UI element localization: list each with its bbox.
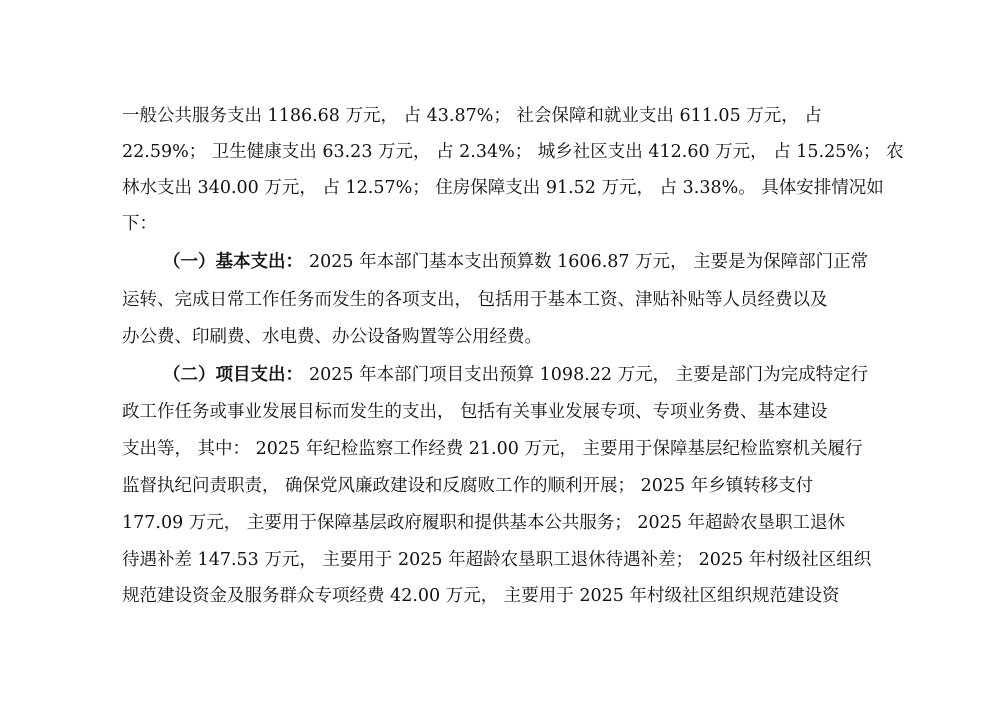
- line-text: 2025 年本部门基本支出预算数 1606.87 万元， 主要是为保障部门正常: [309, 251, 869, 272]
- paragraph-line: [122, 395, 880, 425]
- paragraph-line: [122, 543, 880, 573]
- line-text: 22.59%； 卫生健康支出 63.23 万元， 占 2.34%； 城乡社区支出 412.60 万元， 占 15.25%； 农: [122, 141, 904, 162]
- paragraph-line: [122, 135, 904, 165]
- line-text: 政工作任务或事业发展目标而发生的支出， 包括有关事业发展专项、专项业务费、基本建设: [122, 401, 828, 422]
- line-text: 支出等， 其中： 2025 年纪检监察工作经费 21.00 万元， 主要用于保障基层纪检监察机关履行: [122, 438, 863, 459]
- section-heading-basic: （一）基本支出：: [163, 251, 303, 272]
- paragraph-line: [122, 171, 884, 201]
- paragraph-line: [122, 320, 880, 350]
- line-text: 办公费、印刷费、水电费、办公设备购置等公用经费。: [122, 326, 542, 347]
- line-text: 一般公共服务支出 1186.68 万元， 占 43.87%； 社会保障和就业支出 611.05 万元， 占: [122, 105, 822, 126]
- line-text: 林水支出 340.00 万元， 占 12.57%； 住房保障支出 91.52 万元， 占 3.38%。 具体安排情况如: [122, 177, 884, 198]
- line-text: 待遇补差 147.53 万元， 主要用于 2025 年超龄农垦职工退休待遇补差； 2025 年村级社区组织: [122, 549, 872, 570]
- project-expenditure-line: [163, 358, 880, 388]
- paragraph-line: [122, 579, 880, 609]
- line-text: 监督执纪问责职责， 确保党风廉政建设和反腐败工作的顺利开展； 2025 年乡镇转移支付: [122, 475, 814, 496]
- line-text: 177.09 万元， 主要用于保障基层政府履职和提供基本公共服务； 2025 年超龄农垦职工退休: [122, 512, 846, 533]
- paragraph-line: [122, 99, 880, 129]
- basic-expenditure-line: [163, 245, 880, 275]
- line-text: 2025 年本部门项目支出预算 1098.22 万元， 主要是部门为完成特定行: [309, 364, 869, 385]
- paragraph-line: [122, 207, 880, 237]
- line-text: 运转、完成日常工作任务而发生的各项支出， 包括用于基本工资、津贴补贴等人员经费以及: [122, 289, 828, 310]
- paragraph-line: [122, 506, 880, 536]
- paragraph-line: [122, 283, 880, 313]
- paragraph-line: [122, 469, 880, 499]
- paragraph-line: [122, 432, 880, 462]
- line-text: 下：: [122, 213, 157, 234]
- section-heading-project: （二）项目支出：: [163, 364, 303, 385]
- line-text: 规范建设资金及服务群众专项经费 42.00 万元， 主要用于 2025 年村级社区组织规范建设资: [122, 585, 840, 606]
